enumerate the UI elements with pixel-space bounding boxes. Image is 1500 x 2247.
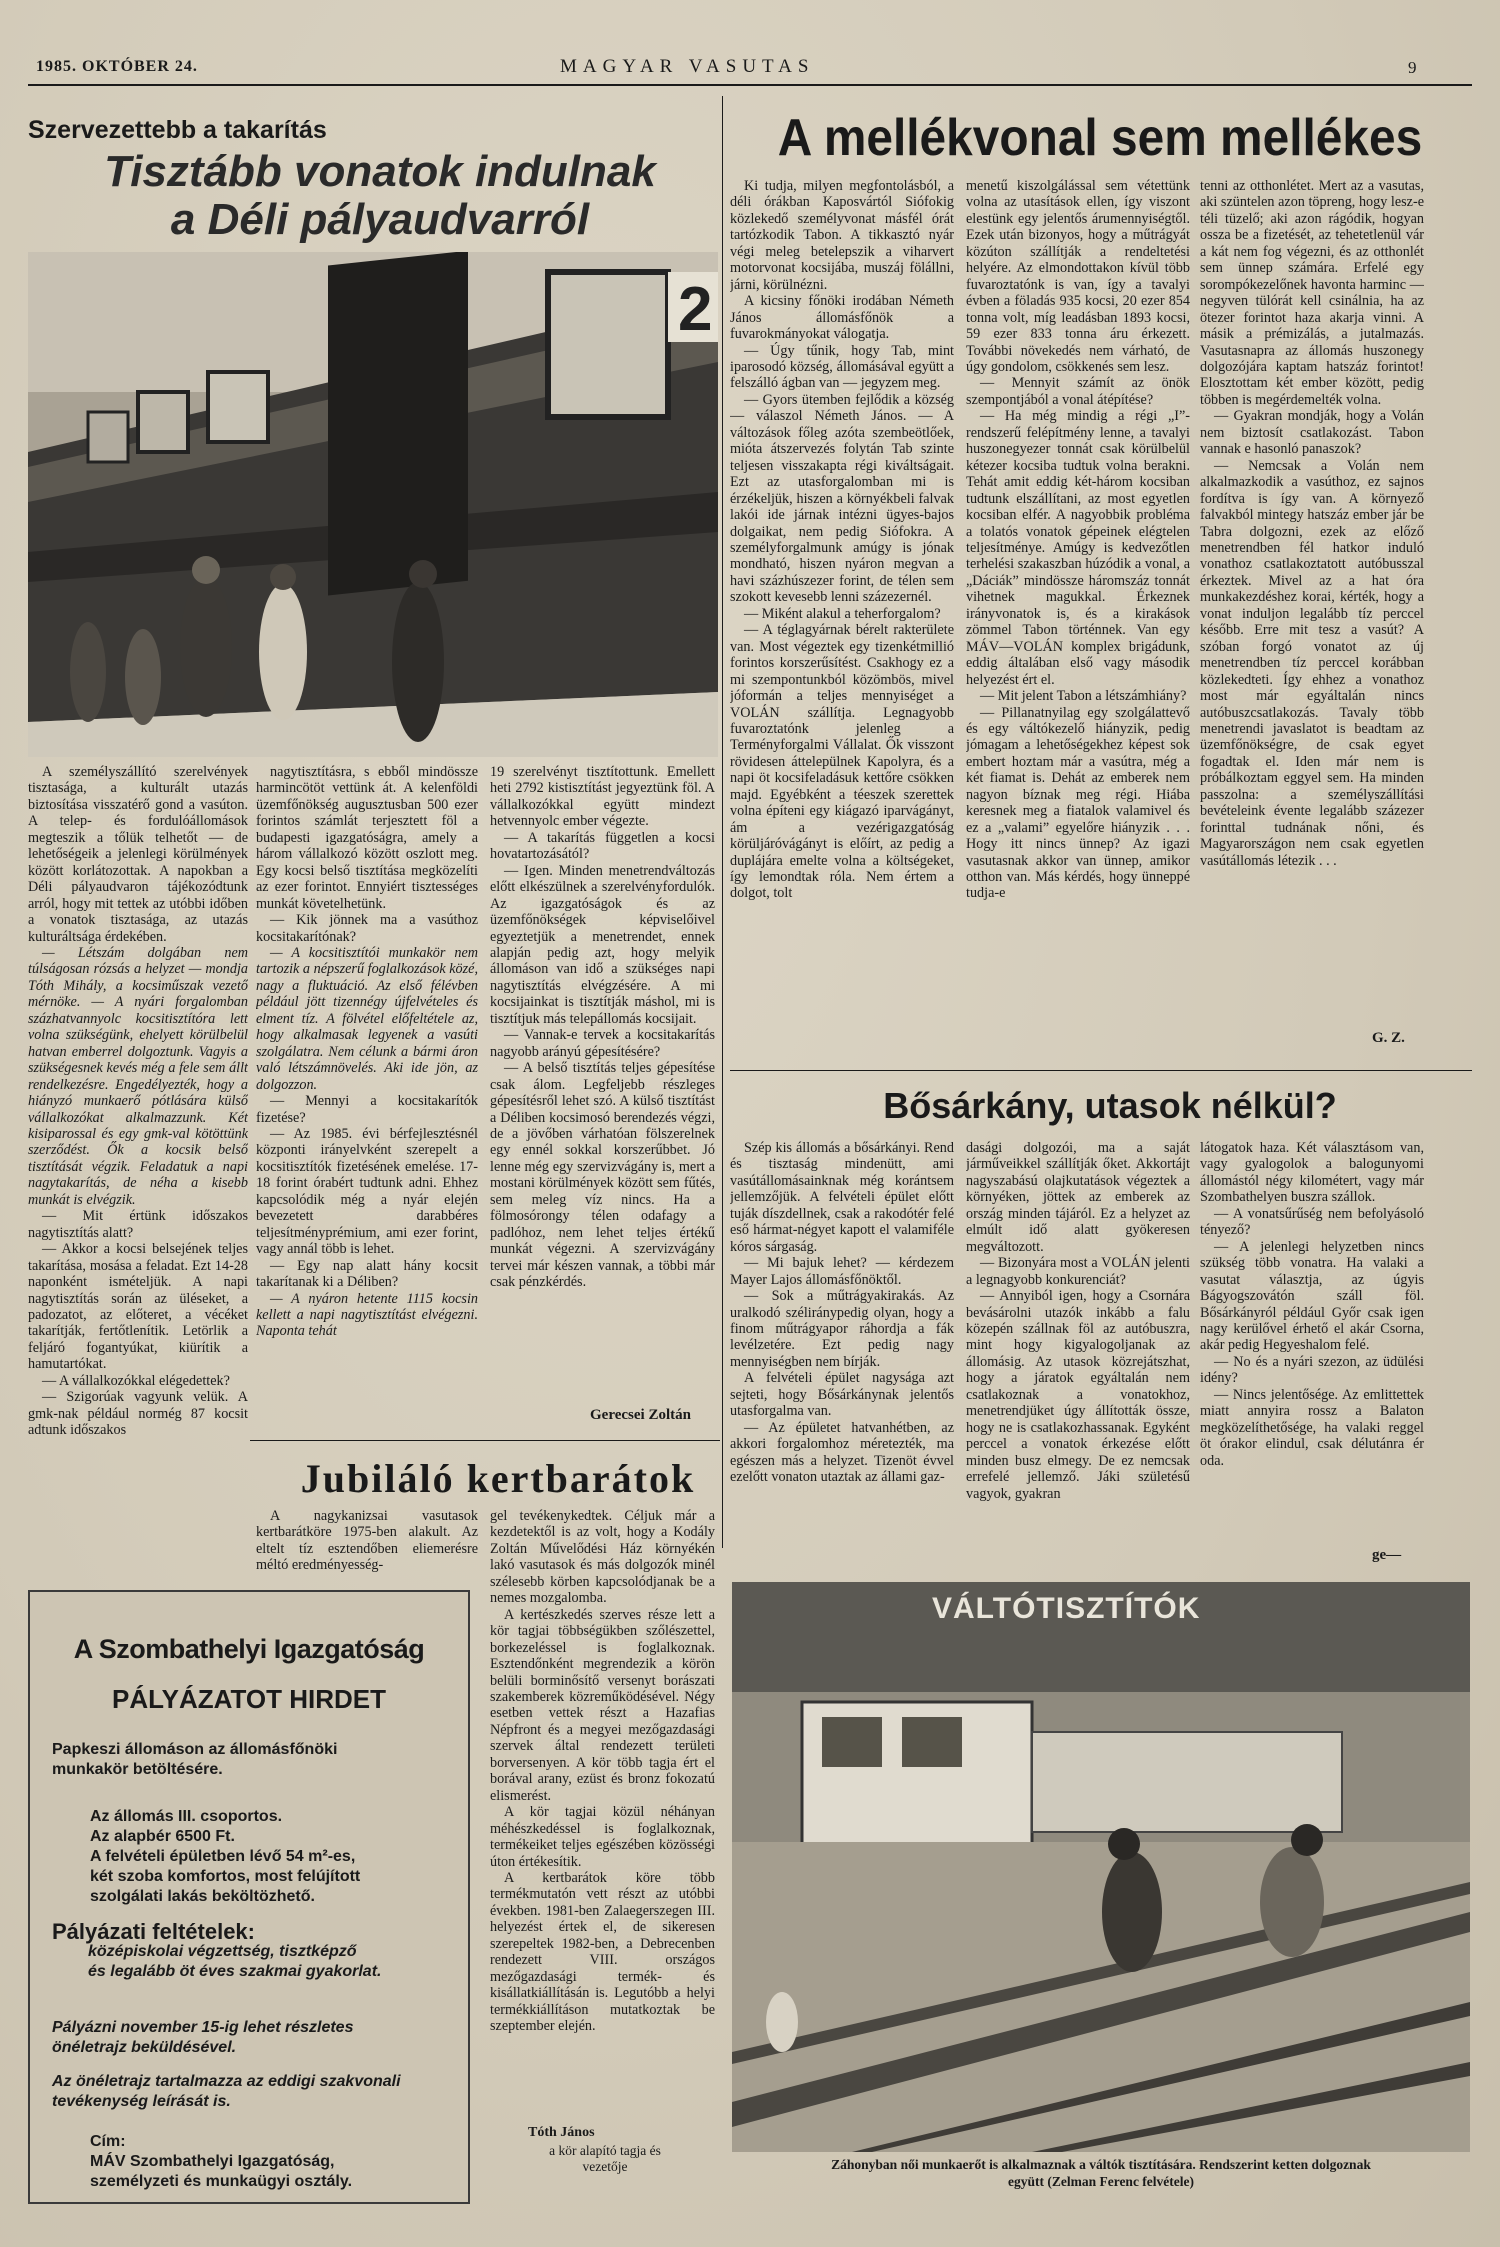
caption-line: Záhonyban női munkaerőt is alkalmaznak a váltók tisztítására. Rendszerint ketten dolgoznak bbox=[831, 2157, 1371, 2172]
train-photo bbox=[28, 252, 718, 757]
paragraph: — A nyáron hetente 1115 kocsin kellett a napi nagytisztítást elvégezni. Naponta tehát bbox=[256, 1290, 478, 1340]
paragraph: — Egy nap alatt hány kocsit takarítanak ki a Déliben? bbox=[256, 1257, 478, 1291]
photo-caption bbox=[732, 2156, 1470, 2190]
section-divider bbox=[730, 1070, 1472, 1071]
article1-column-2 bbox=[256, 764, 478, 1442]
article2-author: G. Z. bbox=[1372, 1030, 1405, 1046]
advert-line: Az alapbér 6500 Ft. bbox=[90, 1828, 235, 1845]
paragraph: A kertészkedés szerves része lett a kör tagjai többségükben szőlészettel, borkezeléssel is foglalkoznak. Esztendőnként megrendezik a körön belüli borminősítő versenyt borászati szakemberek közreműködésével. Négy esetben vettek részt a Hazafias Népfront és a megyei mezőgazdasági szervek által rendezett területi borversenyen. A kör több tagja ért el borával arany, ezüst és bronz fokozatú elismerést. bbox=[490, 1606, 715, 1804]
paragraph: tenni az otthonlétet. Mert az a vasutas, aki szüntelen azon töpreng, hogy lesz-e téli tüzelő; aki azon rágódik, hogyan ossza be a fizetését, az tehetetlenül vár a kát nem fog végezni, és az otthonlét sem ünnep számára. Erfelé egy sorompókezelőnek havonta harminc — negyven tülórát kell csinálnia, ha az ötezer forintot haza akarja vinni. A másik a prémizálás, a jutalmazás. Vasutasnapra az állomás huszonegy dolgozójára kaptam hatszáz forintot! Elosztottam két ember között, pedig többen is megérdemelték volna. bbox=[1200, 178, 1424, 408]
advert-line: Az állomás III. csoportos. bbox=[90, 1808, 283, 1825]
author-role-line: vezetője bbox=[582, 2159, 628, 2174]
advert-details bbox=[90, 1807, 490, 1907]
advert-title: A Szombathelyi Igazgatóság bbox=[73, 1634, 425, 1664]
header-rule bbox=[28, 84, 1472, 86]
paragraph: — A vállalkozókkal elégedettek? bbox=[42, 1372, 230, 1389]
advert-line: MÁV Szombathelyi Igazgatóság, bbox=[90, 2153, 335, 2170]
article1-author: Gerecsei Zoltán bbox=[590, 1407, 691, 1423]
paragraph: — A vonatsűrűség nem befolyásoló tényező? bbox=[1200, 1205, 1424, 1239]
article3-column-2 bbox=[966, 1140, 1190, 1580]
paragraph: — Az épületet hatvanhétben, az akkori forgalomhoz méretezték, ma egészen más a helyzet. Tizenöt évvel ezelőtt vonaton utaztak az állami gaz- bbox=[730, 1419, 954, 1486]
paragraph: — Miként alakul a teherforgalom? bbox=[744, 605, 941, 622]
paragraph: — Igen. Minden menetrendváltozás előtt elkészülnek a szerelvényfordulók. Az igazgatóságok és az üzemfőnökségek képviselőivel egyeztetjük a menetrendet, ennek alapján pedig azt, hogy melyik állomáson van idő a szükséges napi nagytisztítás elvégzésére. A mi kocsijainkat is tisztítják máshol, mi is tisztítjuk más telepállomás kocsijait. bbox=[490, 862, 715, 1027]
paragraph: — Nincs jelentősége. Az emlittettek miatt annyira rossz a Balaton megközelíthetősége, ha valaki reggel öt órakor elindul, csak délutánra ér oda. bbox=[1200, 1386, 1424, 1469]
paragraph: látogatok haza. Két választásom van, vagy gyalogolok a balogunyomi állomástól négy kilométert, vagy már Szombathelyen buszra szállok. bbox=[1200, 1140, 1424, 1206]
advert-intro bbox=[52, 1740, 452, 1780]
article2-column-2 bbox=[966, 178, 1190, 1063]
article4-column-1 bbox=[256, 1508, 478, 1578]
issue-date: 1985. OKTÓBER 24. bbox=[36, 58, 198, 75]
paragraph: A személyszállító szerelvények tisztasága, a kulturált utazás biztosítása visszatérő gond a vasúton. A telep- és fordulóállomások megteszik a tőlük telhetőt — de lehetőségeik a jelenlegi körülmények között korlátozottak. A napokban a Déli pályaudvaron tájékozódtunk arról, hogy mit tettek az utóbbi időben a vonatok tisztasága, az utazás kulturáltsága érdekében. bbox=[28, 764, 248, 945]
paragraph: A nagykanizsai vasutasok kertbarátköre 1975-ben alakult. Az eltelt tíz esztendőben eliemerésre méltó eredményesség- bbox=[256, 1508, 478, 1574]
paragraph: — A kocsitisztítói munkakör nem tartozik a népszerű foglalkozások közé, nagy a fluktuáció. Az első félévben például jött tizennégy újfelvételes és elment tíz. A fölvétel előfeltétele az, hogy alkalmasak legyenek a vasúti szolgálatra. Nem célunk a bármi áron való létszámnövelés. Aki ide jön, az dolgozzon. bbox=[256, 944, 478, 1093]
article3-author: ge— bbox=[1372, 1547, 1402, 1563]
headline-line: Tisztább vonatok indulnak bbox=[104, 147, 656, 196]
newspaper-title: MAGYAR VASUTAS bbox=[560, 56, 815, 77]
advert-line: Pályázati feltételek: bbox=[52, 1919, 255, 1944]
paragraph: — Pillanatnyilag egy szolgálattevő és egy váltókezelő hiányzik, pedig jómagam a lehetőségekhez képest sok embert hoztam már a vasútra, még a két fiamat is. Dehát az emberek nem nagyon bíznak meg régi. Hiába keresnek meg a fiatalok valamivel és ez a „valami” egyelőre hiányzik . . . Hogy itt nincs ünnep? Az igazi vasutasnak akkor van ünnep, amikor otthon van. Más kérdés, hogy ünneppé tudja-e bbox=[966, 704, 1190, 902]
advert-line: Papkeszi állomáson az állomásfőnöki bbox=[52, 1741, 338, 1758]
article-kicker: Szervezettebb a takarítás bbox=[28, 116, 327, 144]
paragraph: — No és a nyári szezon, az üdülési idény? bbox=[1200, 1353, 1424, 1387]
article1-column-1 bbox=[28, 764, 248, 1589]
article-headline: A mellékvonal sem mellékes bbox=[777, 109, 1423, 167]
paragraph: — Mi bajuk lehet? — kérdezem Mayer Lajos állomásfőnöktől. bbox=[730, 1255, 954, 1288]
paragraph: — Nemcsak a Volán nem alkalmazkodik a vasúthoz, ez sajnos fordítva is így van. A környező falvakból mintegy hatszáz ember jár be Tabra dolgozni, ezek az előző menetrendben fél hatkor induló vonathoz csatlakoztatott autóbusszal érkeztek. Mivel az a hat óra munkakezdéshez korai, kérték, hogy a vonat induljon legalább tíz perccel később. Erre mit tesz a vasút? A szóban forgó vonatot az új menetrendben tíz perccel korábban közlekedteti. Így ehhez a vonathoz most már egyáltalán nincs autóbuszcsatlakozás. Tavaly több menetrendi javaslatot is beadtam az üzemfőnökségre, de csak egyet fogadtak el. Iden már nem is próbálkoztam eggyel sem. Ha minden passzolna: a személyszállítási bevételeink évente legalább százezer forinttal tudnának nőni, és Magyarországon nem csak egyetlen vasútállomás létezik . . . bbox=[1200, 457, 1424, 869]
article4-author-role bbox=[500, 2143, 710, 2175]
author-role-line: a kör alapító tagja és bbox=[549, 2143, 661, 2158]
paragraph: A kör tagjai közül néhányan méhészkedéssel is foglalkoznak, termékeiket teljes egészében közösségi úton értékesítik. bbox=[490, 1804, 715, 1870]
job-advertisement bbox=[28, 1590, 470, 2204]
article4-column-2 bbox=[490, 1508, 715, 2118]
paragraph: — Akkor a kocsi belsejének teljes takarítása, mosása a feladat. Ezt 14-28 naponként ismételjük. A napi nagytisztítás során az üléseket, a padozatot, az előteret, a vécéket takarítják, fertőtlenítik. Letörlik a feljáró fogantyúkat, kiürítik a hamutartókat. bbox=[28, 1241, 248, 1373]
paragraph: — Vannak-e tervek a kocsitakarítás nagyobb arányú gépesítésére? bbox=[490, 1027, 715, 1060]
article-headline: Jubiláló kertbarátok bbox=[300, 1456, 696, 1501]
paragraph: — A belső tisztítás teljes gépesítése csak álom. Legfeljebb részleges gépesítésről lehet szó. A külső tisztítást a Déliben kocsimosó berendezés végzi, de a jövőben várhatóan fölszerelnek egy ennél sokkal korszerűbbet. Jó lenne még egy szervizvágány is, mert a mostani körülmények között sem fűtés, sem meleg víz nincs. Ha a fölmosórongy télen odafagy a padlóhoz, nem lehet teljes értékű munkát végezni. A szervizvágány tervei már készen vannak, a többi már csak pénzkérdés. bbox=[490, 1060, 715, 1291]
paragraph: A kertbarátok köre több termékmutatón vett részt az utóbbi években. 1981-ben Zalaegerszegen III. helyezést értek el, de sikeresen szerepeltek 1982-ben, a Debrecenben rendezett VIII. országos mezőgazdasági termék- és kisállatkiállításán is. Legutóbb a helyi termékkiállításon mutatkoztak be szeptember elején. bbox=[490, 1869, 715, 2035]
advert-subtitle: PÁLYÁZATOT HIRDET bbox=[112, 1684, 386, 1714]
paragraph: — A jelenlegi helyzetben nincs szükség több vonatra. Ha valaki a vasutat választja, az úgyis Bágyogszovátón száll föl. Bősárkányról például Győr csak igen nagy kerülővel érhető el akár Csorna, akár pedig Hegyeshalom felé. bbox=[1200, 1238, 1424, 1354]
page-number: 9 bbox=[1408, 58, 1417, 77]
advert-line: munkakör betöltésére. bbox=[52, 1761, 223, 1778]
article1-column-3 bbox=[490, 764, 715, 1404]
advert-line: Cím: bbox=[90, 2133, 126, 2150]
paragraph: menetű kiszolgálással sem vétettünk volna az utasítások ellen, így viszont elestünk egy jelentős árumennyiségtől. Ezek után bizonyos, hogy a műtrágyát közúton szállítják a rendeltetési helyére. Az elmondottakon kívül több fuvaroztatónk is van, így a tavalyi évben a föladás 935 kocsi, 20 ezer 854 tonna volt, míg leadásban 1893 kocsi, 59 ezer 833 tonna áru érkezett. További növekedés nem várható, de úgy gondolom, csökkenés sem lesz. bbox=[966, 178, 1190, 375]
paragraph: — Sok a műtrágyakirakás. Az uralkodó széliránypedig olyan, hogy a finom műtrágyapor ráhordja a fák levélzetére. Ezt pedig nagy mennyiségben nem bírják. bbox=[730, 1288, 954, 1370]
paragraph: A kicsiny főnöki irodában Németh János állomásfőnök a fuvarokmányokat válogatja. bbox=[730, 293, 954, 343]
column-divider bbox=[722, 96, 723, 1548]
paragraph: 19 szerelvényt tisztítottunk. Emellett heti 2792 kistisztítást jegyeztünk föl. A vállalkozókkal együtt mindezt hetvennyolc ember végezte. bbox=[490, 764, 715, 830]
paragraph: — A takarítás független a kocsi hovatartozásától? bbox=[490, 829, 715, 863]
advert-line: Az önéletrajz tartalmazza az eddigi szakvonali bbox=[52, 2073, 401, 2090]
advert-line: személyzeti és munkaügyi osztály. bbox=[90, 2173, 353, 2190]
paragraph: — Mennyi a kocsitakarítók fizetése? bbox=[256, 1093, 478, 1126]
switch-cleaners-photo-graphic bbox=[732, 1582, 1470, 2152]
paragraph: A felvételi épület nagysága azt sejteti, hogy Bősárkánynak jelentős utasforgalma van. bbox=[730, 1370, 954, 1420]
paragraph: — Gyors ütemben fejlődik a község — válaszol Németh János. — A változások főleg azóta szembeötlőek, mióta átszervezés folytán Tab szinte teljesen visszakapta régi kiváltságait. Ezt az utasforgalomban mi is érzékeljük, hiszen a környékbeli falvak lakói ide járnak intézni ügyes-bajos dolgaikat, nem pedig Siófokra. A személyforgalmunk amúgy is jónak mondható, hiszen nyáron megvan a havi százhúszezer forint, de télen sem szokott kevesebb lenni százezernél. bbox=[730, 391, 954, 606]
paragraph: Szép kis állomás a bősárkányi. Rend és tisztaság mindenütt, ami vasútállomásainknak még korántsem jellemzőjük. A felvételi épület előtt tuják díszdellnek, csak a rakodótér felé eső hármat-négyet kapott el valamiféle kóros sárgaság. bbox=[730, 1140, 954, 1255]
advert-line: önéletrajz beküldésével. bbox=[52, 2039, 237, 2056]
paragraph: — A téglagyárnak bérelt rakterülete van. Most végeztek egy tizenkétmillió forintos korszerűsítést. Csakhogy ez a mi szempontunkból közömbös, mivel jóformán a teljes mennyiséget a VOLÁN szállítja. Legnagyobb fuvaroztatónk jelenleg a Terményforgalmi Vállalat. Ők visszont rövidesen áttelepülnek Kapolyra, és a napi öt kocsifeladásuk kettőre csökken majd. Egyébként a téeszek szerettek volna építeni egy kiágazó iparvágányt, ám a vezérigazgatóság körüljáróvágányt is előírt, az pedig a duplájára emelte volna a költségeket, így lemondtak róla. Nem értem a dolgot, tolt bbox=[730, 622, 954, 902]
train-photo-graphic bbox=[28, 252, 718, 757]
article3-column-1 bbox=[730, 1140, 954, 1580]
article2-column-1 bbox=[730, 178, 954, 1063]
advert-line: középiskolai végzettség, tisztképző bbox=[88, 1943, 357, 1960]
article3-column-3 bbox=[1200, 1140, 1424, 1560]
paragraph: — Úgy tűnik, hogy Tab, mint iparosodó község, állomásával együtt a felszálló ágban van — jegyzem meg. bbox=[730, 342, 954, 392]
paragraph: nagytisztításra, s ebből mindössze harmincötöt vettünk át. A kelenföldi üzemfőnökség augusztusban 500 ezer forintos számlát terjesztett föl a budapesti igazgatóságra, amely a három vállalkozó között oszlott meg. Egy kocsi belső tisztítása megközelíti az ezer forintot. Ennyiért tisztességes munkát követelhetünk. bbox=[256, 764, 478, 912]
paragraph: — Szigorúak vagyunk velük. A gmk-nak például normég 87 kocsit adtunk időszakos bbox=[28, 1389, 248, 1439]
article-headline: Bősárkány, utasok nélkül? bbox=[883, 1085, 1337, 1126]
advert-line: és legalább öt éves szakmai gyakorlat. bbox=[88, 1963, 382, 1980]
headline-line: a Déli pályaudvarról bbox=[170, 195, 590, 244]
paragraph: — Mit értünk időszakos nagytisztítás alatt? bbox=[28, 1208, 248, 1241]
paragraph: — Bizonyára most a VOLÁN jelenti a legnagyobb konkurenciát? bbox=[966, 1255, 1190, 1288]
advert-line: A felvételi épületben lévő 54 m²-es, bbox=[90, 1848, 356, 1865]
paragraph: — Létszám dolgában nem túlságosan rózsás a helyzet — mondja Tóth Mihály, a kocsiműszak vezető mérnöke. — A nyári forgalomban százhatvannyolc kocsitisztítóra lett volna szükségünk, ehelyett körülbelül hatvan emberrel dolgoztunk. Vagyis a szükségesnek kevés még a fele sem állt rendelkezésre. Engedélyezték, hogy a hiányzó munkaerő pótlására külső vállalkozókat alkalmazzunk. Két kisiparossal és egy gmk-val kötöttünk szerződést. Ők a kocsik belső tisztítását végzik. Feladatuk a napi nagytakarítás, de néha a kisebb munkát is elvégzik. bbox=[28, 944, 248, 1208]
article-headline bbox=[40, 148, 720, 244]
paragraph: gel tevékenykedtek. Céljuk már a kezdetektől is az volt, hogy a Kodály Zoltán Művelődési Ház környékén lakó vasutasok és más dolgozók minél szélesebb körben kapcsolódjanak be a nemes mozgalomba. bbox=[490, 1508, 715, 1607]
paragraph: — Gyakran mondják, hogy a Volán nem biztosít csatlakozást. Tabon vannak e hasonló panaszok? bbox=[1200, 408, 1424, 458]
switch-cleaners-photo bbox=[732, 1582, 1470, 2152]
advert-line: Pályázni november 15-ig lehet részletes bbox=[52, 2019, 354, 2036]
paragraph: Ki tudja, milyen megfontolásból, a déli órákban Kaposvártól Siófokig közlekedő személyvonat másfél órát tartózkodik Tabon. A tikkasztó nyár végi meleg betelepszik a viharvert motorvonat kocsijába, muszáj fölállni, járni, körülnézni. bbox=[730, 178, 954, 293]
paragraph: — Kik jönnek ma a vasúthoz kocsitakarítónak? bbox=[256, 912, 478, 945]
photo-title: VÁLTÓTISZTÍTÓK bbox=[932, 1592, 1201, 1625]
paragraph: — Mit jelent Tabon a létszámhiány? bbox=[980, 688, 1187, 705]
paragraph: dasági dolgozói, ma a saját járműveikkel szállítják őket. Akkortájt nagyszabású olajkutatások végeztek a környéken, jöttek az emberek az ország minden tájáról. Ez a helyzet az elmúlt idő alatt gyökeresen megváltozott. bbox=[966, 1140, 1190, 1255]
advert-line: szolgálati lakás beköltözhető. bbox=[90, 1888, 315, 1905]
coach-number: 2 bbox=[678, 275, 713, 344]
advert-line: tevékenység leírását is. bbox=[52, 2093, 231, 2110]
advert-cv-note bbox=[52, 2072, 452, 2112]
paragraph: — Mennyit számít az önök szempontjából a vonal átépítése? bbox=[966, 375, 1190, 408]
paragraph: — Annyiból igen, hogy a Csornára bevásárolni utazók inkább a falu közepén szállnak föl az autóbuszra, mint hogy kigyalogoljanak az állomásig. Az utasok közrejátszhat, hogy a járatok egyáltalán nem csatlakoznak a vonatokhoz, menetrendjüket úgy állították össze, hogy ne is csatlakozhassanak. Egyként perccel a vonatok érkezése előtt minden busz elmegy. De ez nemcsak errefelé jellemző. Jáki születésű vagyok, gyakran bbox=[966, 1288, 1190, 1502]
paragraph: — Az 1985. évi bérfejlesztésnél központi irányelvként szerepelt a kocsitisztítók fizetésének emelése. 17-18 forint órabért tudtunk adni. Ehhez kapcsolódik még a nyár elején bevezetett darabbéres teljesítményprémium, ami ezer forint, vagy annál több is lehet. bbox=[256, 1125, 478, 1258]
advert-conditions bbox=[52, 1919, 452, 1982]
advert-line: két szoba komfortos, most felújított bbox=[90, 1868, 361, 1885]
advert-address bbox=[90, 2132, 490, 2192]
article4-author: Tóth János bbox=[528, 2125, 595, 2140]
article2-column-3 bbox=[1200, 178, 1424, 1026]
advert-deadline bbox=[52, 2018, 452, 2058]
caption-line: együtt (Zelman Ferenc felvétele) bbox=[1007, 2174, 1195, 2189]
paragraph: — Ha még mindig a régi „I”-rendszerű felépítmény lenne, a tavalyi huszonegyezer tonnát csak körülbelül kétezer kocsiba tudtuk volna berakni. Tehát amit eddig két-három kocsiban tudtunk elszállítani, az most egyetlen kocsiban elfér. A nagyobbik probléma a tolatós vonatok gépeinek elégtelen teljesítménye. Amúgy is kedvezőtlen terhelési szakaszban húzódik a vonal, a „Dáciák” mindössze háromszáz tonnát vihetnek magukkal. Érkeznek irányvonatok is, és a kirakások zömmel Tabon történnek. Van egy MÁV—VOLÁN komplex brigádunk, eddig általában első vagy második helyezést ért el. bbox=[966, 408, 1190, 688]
